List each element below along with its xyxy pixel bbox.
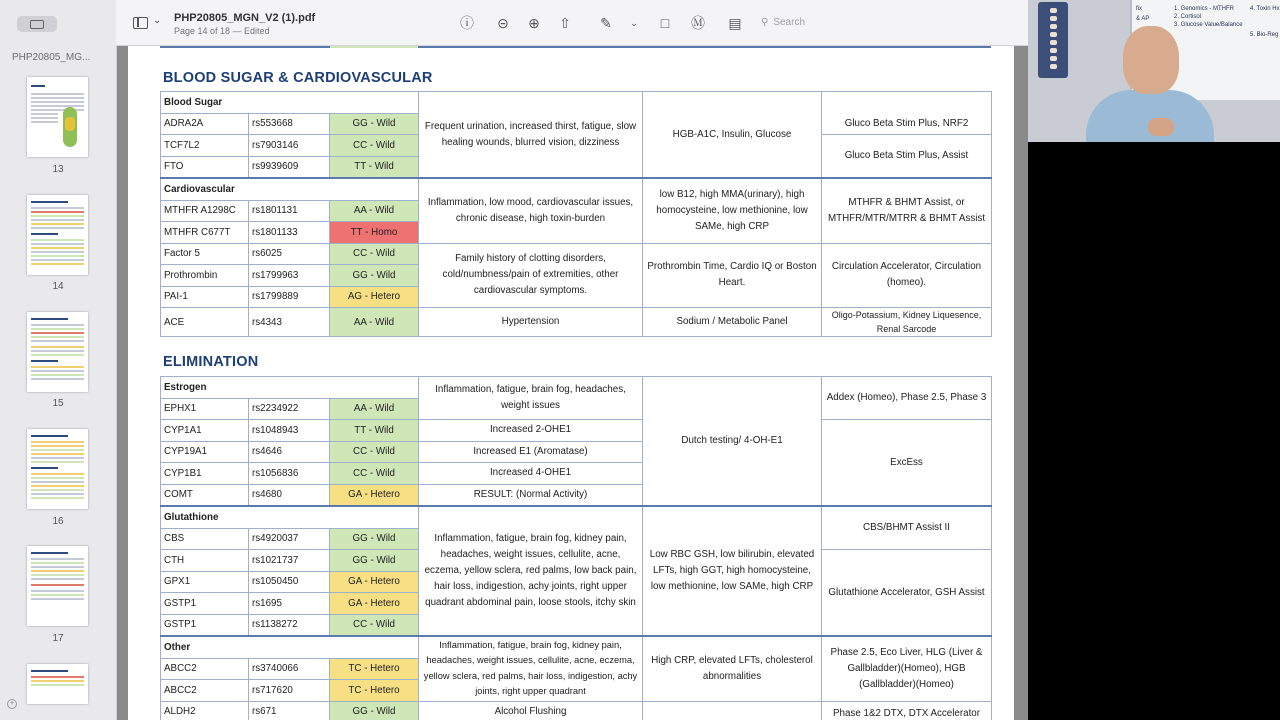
genotype-cell: AA - Wild (330, 200, 419, 222)
labs-cell: Sodium / Metabolic Panel (643, 308, 822, 337)
rsid-cell: rs3740066 (249, 658, 330, 680)
markup-chevron-icon[interactable]: ⌄ (630, 18, 638, 28)
rsid-cell: rs1056836 (249, 463, 330, 485)
gene-cell: ABCC2 (161, 680, 249, 702)
page-thumbnail-18[interactable] (27, 664, 88, 704)
genotype-cell: GA - Hetero (330, 484, 419, 506)
chevron-down-icon[interactable]: ⌄ (153, 15, 162, 26)
document-title: PHP20805_MGN_V2 (1).pdf (174, 12, 316, 24)
rsid-cell: rs1799889 (249, 286, 330, 308)
rsid-cell: rs1048943 (249, 420, 330, 442)
labs-cell: Prothrombin Time, Cardio IQ or Boston Heart. (643, 243, 822, 308)
webcam-overlay (1028, 0, 1280, 142)
supplement-cell: ExcEss (822, 420, 992, 507)
rsid-cell: rs2234922 (249, 398, 330, 420)
genotype-cell: CC - Wild (330, 441, 419, 463)
page-thumbnail-13[interactable] (27, 77, 88, 157)
labs-cell: HGB-A1C, Insulin, Glucose (643, 92, 822, 179)
symptoms-cell: RESULT: (Normal Activity) (419, 484, 643, 506)
genotype-cell: GA - Hetero (330, 593, 419, 615)
group-header-other: Other (161, 636, 419, 658)
gene-cell: TCF7L2 (161, 135, 249, 157)
symptoms-cell: Inflammation, fatigue, brain fog, headaches, weight issues (419, 377, 643, 420)
symptoms-cell: Frequent urination, increased thirst, fatigue, slow healing wounds, blurred vision, dizziness (419, 92, 643, 179)
search-field[interactable] (761, 17, 881, 31)
gene-cell: MTHFR C677T (161, 222, 249, 244)
gene-cell: ACE (161, 308, 249, 337)
genotype-cell: AA - Wild (330, 308, 419, 337)
rsid-cell: rs4646 (249, 441, 330, 463)
whiteboard-line: 1. Genomics - MTHFR (1174, 6, 1235, 12)
genotype-cell: CC - Wild (330, 614, 419, 636)
group-header-glutathione: Glutathione (161, 506, 419, 528)
elimination-table (160, 376, 992, 720)
gene-cell: ADRA2A (161, 113, 249, 135)
search-placeholder: Search (773, 17, 806, 28)
sidebar-view-icon[interactable] (133, 17, 148, 29)
labs-cell: Dutch testing/ 4-OH-E1 (643, 377, 822, 507)
gene-cell: ABCC2 (161, 658, 249, 680)
pdf-page (128, 46, 1014, 720)
zoom-out-icon[interactable]: ⊝ (497, 15, 509, 31)
symptoms-cell: Increased 4-OHE1 (419, 463, 643, 485)
spine-poster (1038, 2, 1068, 78)
genotype-cell: TT - Wild (330, 156, 419, 178)
labs-cell: Low RBC GSH, low bilirubin, elevated LFTs, high GGT, high homocysteine, low methionine, low SAMe, high CRP (643, 506, 822, 636)
gene-cell: CYP1A1 (161, 420, 249, 442)
rsid-cell: rs1138272 (249, 614, 330, 636)
table-row (161, 92, 992, 114)
section-title-blood-sugar-cardio: BLOOD SUGAR & CARDIOVASCULAR (163, 70, 433, 86)
table-row (161, 506, 992, 528)
presenter-head (1123, 26, 1179, 94)
genotype-cell: CC - Wild (330, 463, 419, 485)
symptoms-cell: Increased 2-OHE1 (419, 420, 643, 442)
page-number-16: 16 (52, 516, 64, 527)
thumbnail-sidebar (0, 0, 117, 720)
symptoms-cell: Inflammation, fatigue, brain fog, kidney pain, headaches, weight issues, cellulite, acne, eczema, yellow sclera, red palms, low back pain, hair loss, indigestion, achy joints, right upper quadrant abdominal pain, loose stools, itchy skin (419, 506, 643, 636)
gene-cell: Prothrombin (161, 265, 249, 287)
symptoms-cell: Inflammation, fatigue, brain fog, kidney pain, headaches, weight issues, cellulite, acne, eczema, yellow sclera, red palms, hair loss, indigestion, achy joints, right upper quadrant (419, 636, 643, 701)
zoom-in-icon[interactable]: ⊕ (528, 15, 540, 31)
rsid-cell: rs6025 (249, 243, 330, 265)
sidebar-toggle-button[interactable] (17, 16, 57, 32)
genotype-cell: GG - Wild (330, 113, 419, 135)
supplement-cell: Oligo-Potassium, Kidney Liquesence, Renal Sarcode (822, 308, 992, 337)
page-thumbnail-17[interactable] (27, 546, 88, 626)
genotype-cell: CC - Wild (330, 243, 419, 265)
previous-table-bottom-border (160, 46, 991, 48)
rsid-cell: rs1799963 (249, 265, 330, 287)
group-header-cardiovascular: Cardiovascular (161, 178, 419, 200)
gene-cell: GSTP1 (161, 614, 249, 636)
page-thumbnail-14[interactable] (27, 195, 88, 275)
group-header-blood-sugar: Blood Sugar (161, 92, 419, 114)
gene-cell: Factor 5 (161, 243, 249, 265)
whiteboard-line: 5. Bio-Reg (1250, 32, 1279, 38)
gene-cell: CTH (161, 550, 249, 572)
genotype-cell: GG - Wild (330, 550, 419, 572)
genotype-cell: GG - Wild (330, 528, 419, 550)
whiteboard-line: 4. Toxin Hx (1250, 6, 1280, 12)
page-thumbnail-15[interactable] (27, 312, 88, 392)
supplement-cell: MTHFR & BHMT Assist, or MTHFR/MTR/MTRR & BHMT Assist (822, 178, 992, 243)
sidebar-file-label: PHP20805_MG... (12, 52, 91, 63)
rsid-cell: rs671 (249, 701, 330, 720)
search-icon: ⚲ (761, 17, 769, 28)
share-icon[interactable]: ⇧ (559, 15, 571, 31)
genotype-cell: TT - Homo (330, 222, 419, 244)
symptoms-cell: Inflammation, low mood, cardiovascular issues, chronic disease, high toxin-burden (419, 178, 643, 243)
sidebar-icon (30, 20, 44, 29)
genotype-cell: TT - Wild (330, 420, 419, 442)
whiteboard-line: fix (1136, 6, 1142, 12)
gene-cell: FTO (161, 156, 249, 178)
page-thumbnail-16[interactable] (27, 429, 88, 509)
rsid-cell: rs1801131 (249, 200, 330, 222)
labs-cell (643, 701, 822, 720)
table-row (161, 701, 992, 720)
document-subtitle: Page 14 of 18 — Edited (174, 26, 270, 36)
whiteboard-line: & AP (1136, 16, 1150, 22)
supplement-cell: Gluco Beta Stim Plus, Assist (822, 135, 992, 179)
info-icon[interactable]: ⓘ (460, 15, 474, 31)
table-row (161, 178, 992, 200)
gene-cell: CYP19A1 (161, 441, 249, 463)
rsid-cell: rs4343 (249, 308, 330, 337)
supplement-cell: Phase 1&2 DTX, DTX Accelerator (822, 701, 992, 720)
supplement-cell: Phase 2.5, Eco Liver, HLG (Liver & Gallbladder)(Homeo), HGB (Gallbladder)(Homeo) (822, 636, 992, 701)
toolbar (116, 0, 1028, 46)
gene-cell: GPX1 (161, 571, 249, 593)
presenter-hand (1148, 118, 1174, 136)
annotate-icon[interactable]: Ⓜ (691, 15, 705, 31)
gene-cell: PAI-1 (161, 286, 249, 308)
rsid-cell: rs1801133 (249, 222, 330, 244)
table-row (161, 243, 992, 265)
section-title-elimination: ELIMINATION (163, 354, 259, 370)
rsid-cell: rs1021737 (249, 550, 330, 572)
genotype-cell: TC - Hetero (330, 658, 419, 680)
markup-pen-icon[interactable]: ✎ (600, 15, 612, 31)
add-page-icon[interactable]: + (7, 699, 17, 709)
rsid-cell: rs4680 (249, 484, 330, 506)
symptoms-cell: Alcohol Flushing (419, 701, 643, 720)
genotype-cell: GA - Hetero (330, 571, 419, 593)
genotype-cell: AG - Hetero (330, 286, 419, 308)
rsid-cell: rs553668 (249, 113, 330, 135)
gene-cell: COMT (161, 484, 249, 506)
rsid-cell: rs1695 (249, 593, 330, 615)
labs-cell: low B12, high MMA(urinary), high homocysteine, low methionine, low SAMe, high CRP (643, 178, 822, 243)
supplement-cell: Addex (Homeo), Phase 2.5, Phase 3 (822, 377, 992, 420)
table-row (161, 636, 992, 658)
rsid-cell: rs9939609 (249, 156, 330, 178)
gene-cell: EPHX1 (161, 398, 249, 420)
blood-cardio-table (160, 91, 992, 337)
symptoms-cell: Increased E1 (Aromatase) (419, 441, 643, 463)
supplement-cell: Gluco Beta Stim Plus, NRF2 (822, 92, 992, 135)
genotype-cell: GG - Wild (330, 701, 419, 720)
rsid-cell: rs4920037 (249, 528, 330, 550)
genotype-cell: TC - Hetero (330, 680, 419, 702)
rsid-cell: rs1050450 (249, 571, 330, 593)
table-row (161, 420, 992, 442)
gene-cell: CBS (161, 528, 249, 550)
page-number-13: 13 (52, 164, 64, 175)
rsid-cell: rs717620 (249, 680, 330, 702)
genotype-cell: CC - Wild (330, 135, 419, 157)
gene-cell: MTHFR A1298C (161, 200, 249, 222)
table-row (161, 377, 992, 399)
supplement-cell: CBS/BHMT Assist II (822, 506, 992, 550)
gene-cell: GSTP1 (161, 593, 249, 615)
whiteboard-line: 3. Glucose Value/Balance (1174, 22, 1243, 28)
rsid-cell: rs7903146 (249, 135, 330, 157)
page-number-15: 15 (52, 398, 64, 409)
page-number-17: 17 (52, 633, 64, 644)
rotate-icon[interactable]: □ (660, 15, 670, 31)
supplement-cell: Glutathione Accelerator, GSH Assist (822, 550, 992, 637)
whiteboard-line: 2. Cortisol (1174, 14, 1202, 20)
form-fill-icon[interactable]: ▤ (728, 15, 742, 31)
table-row (161, 308, 992, 337)
previous-table-cell-tint (330, 46, 418, 48)
group-header-estrogen: Estrogen (161, 377, 419, 399)
labs-cell: High CRP, elevated LFTs, cholesterol abnormalities (643, 636, 822, 701)
genotype-cell: GG - Wild (330, 265, 419, 287)
gene-cell: CYP1B1 (161, 463, 249, 485)
page-number-14: 14 (52, 281, 64, 292)
supplement-cell: Circulation Accelerator, Circulation (homeo). (822, 243, 992, 308)
genotype-cell: AA - Wild (330, 398, 419, 420)
symptoms-cell: Family history of clotting disorders, cold/numbness/pain of extremities, other cardiovascular symptoms. (419, 243, 643, 308)
symptoms-cell: Hypertension (419, 308, 643, 337)
gene-cell: ALDH2 (161, 701, 249, 720)
